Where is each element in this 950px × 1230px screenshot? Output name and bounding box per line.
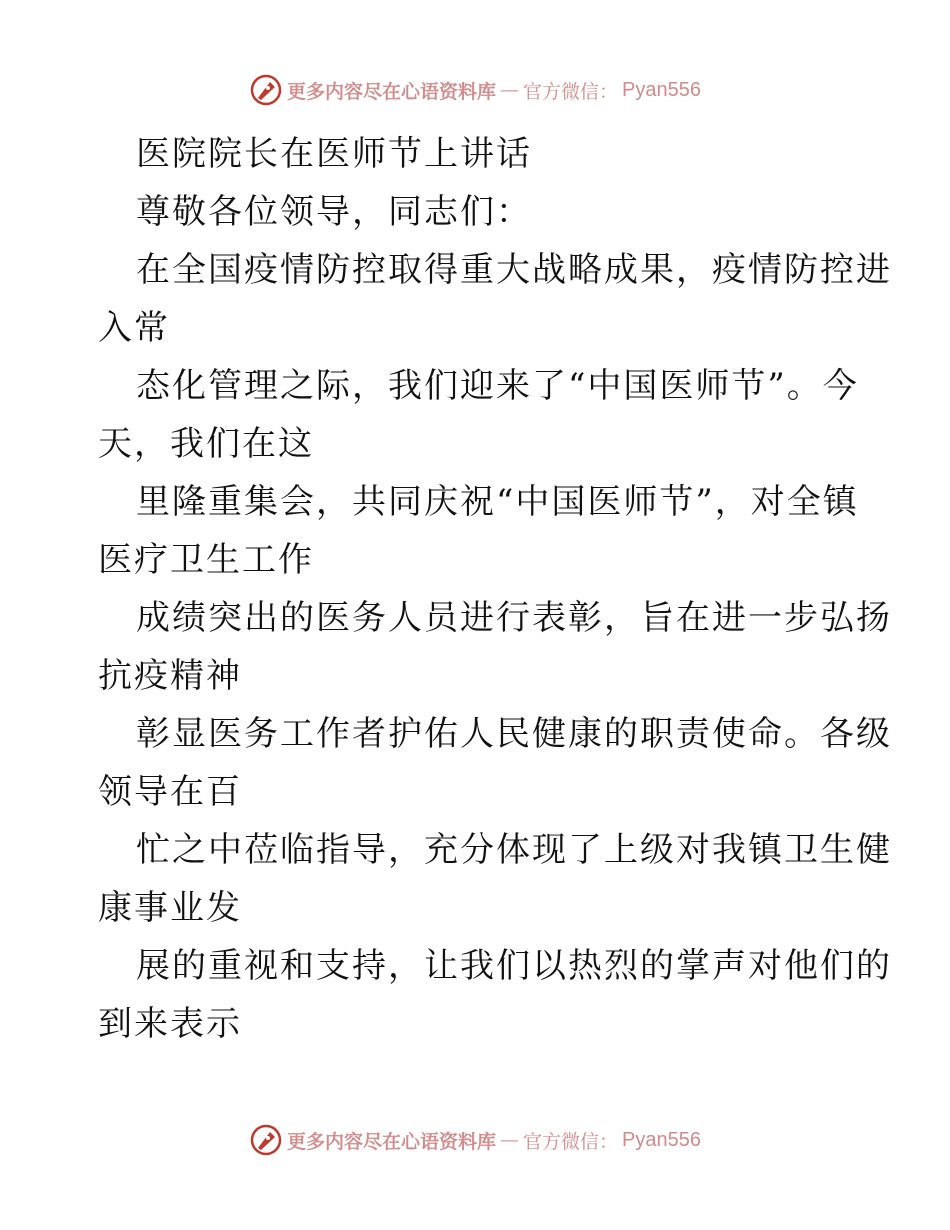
paragraph-line: 里隆重集会，共同庆祝“中国医师节”，对全镇 bbox=[136, 482, 859, 522]
paragraph-line: 在全国疫情防控取得重大战略成果，疫情防控进 bbox=[136, 250, 892, 290]
document-body bbox=[98, 125, 892, 1053]
paragraph-line: 成绩突出的医务人员进行表彰，旨在进一步弘扬 bbox=[136, 598, 892, 638]
paragraph-line: 展的重视和支持，让我们以热烈的掌声对他们的 bbox=[136, 946, 892, 986]
paragraph-line: 医疗卫生工作 bbox=[98, 540, 314, 580]
paragraph-line: 彰显医务工作者护佑人民健康的职责使命。各级 bbox=[136, 714, 892, 754]
watermark-id: Pyan556 bbox=[622, 78, 701, 101]
paragraph-line: 态化管理之际，我们迎来了“中国医师节”。今 bbox=[136, 366, 859, 406]
paragraph-line: 忙之中莅临指导，充分体现了上级对我镇卫生健 bbox=[136, 830, 892, 870]
watermark-label: 官方微信： bbox=[523, 1130, 619, 1153]
paragraph-line: 到来表示 bbox=[98, 1004, 242, 1044]
paragraph-line: 抗疫精神 bbox=[98, 656, 242, 696]
watermark-label: 官方微信： bbox=[523, 80, 619, 103]
paragraph-line: 天，我们在这 bbox=[98, 424, 314, 464]
watermark-footer bbox=[0, 1120, 950, 1160]
watermark-header bbox=[0, 70, 950, 110]
paragraph-line: 入常 bbox=[98, 308, 170, 348]
pen-nib-logo-icon bbox=[249, 1123, 283, 1157]
watermark-site-text: 更多内容尽在心语资料库 bbox=[287, 1130, 497, 1153]
watermark-id: Pyan556 bbox=[622, 1128, 701, 1151]
document-title: 医院院长在医师节上讲话 bbox=[136, 134, 532, 174]
watermark-separator: — bbox=[500, 1129, 520, 1151]
watermark-site-text: 更多内容尽在心语资料库 bbox=[287, 80, 497, 103]
paragraph-line: 尊敬各位领导，同志们： bbox=[136, 192, 532, 232]
paragraph-line: 领导在百 bbox=[98, 772, 242, 812]
paragraph-line: 康事业发 bbox=[98, 888, 242, 928]
pen-nib-logo-icon bbox=[249, 73, 283, 107]
watermark-separator: — bbox=[500, 79, 520, 101]
